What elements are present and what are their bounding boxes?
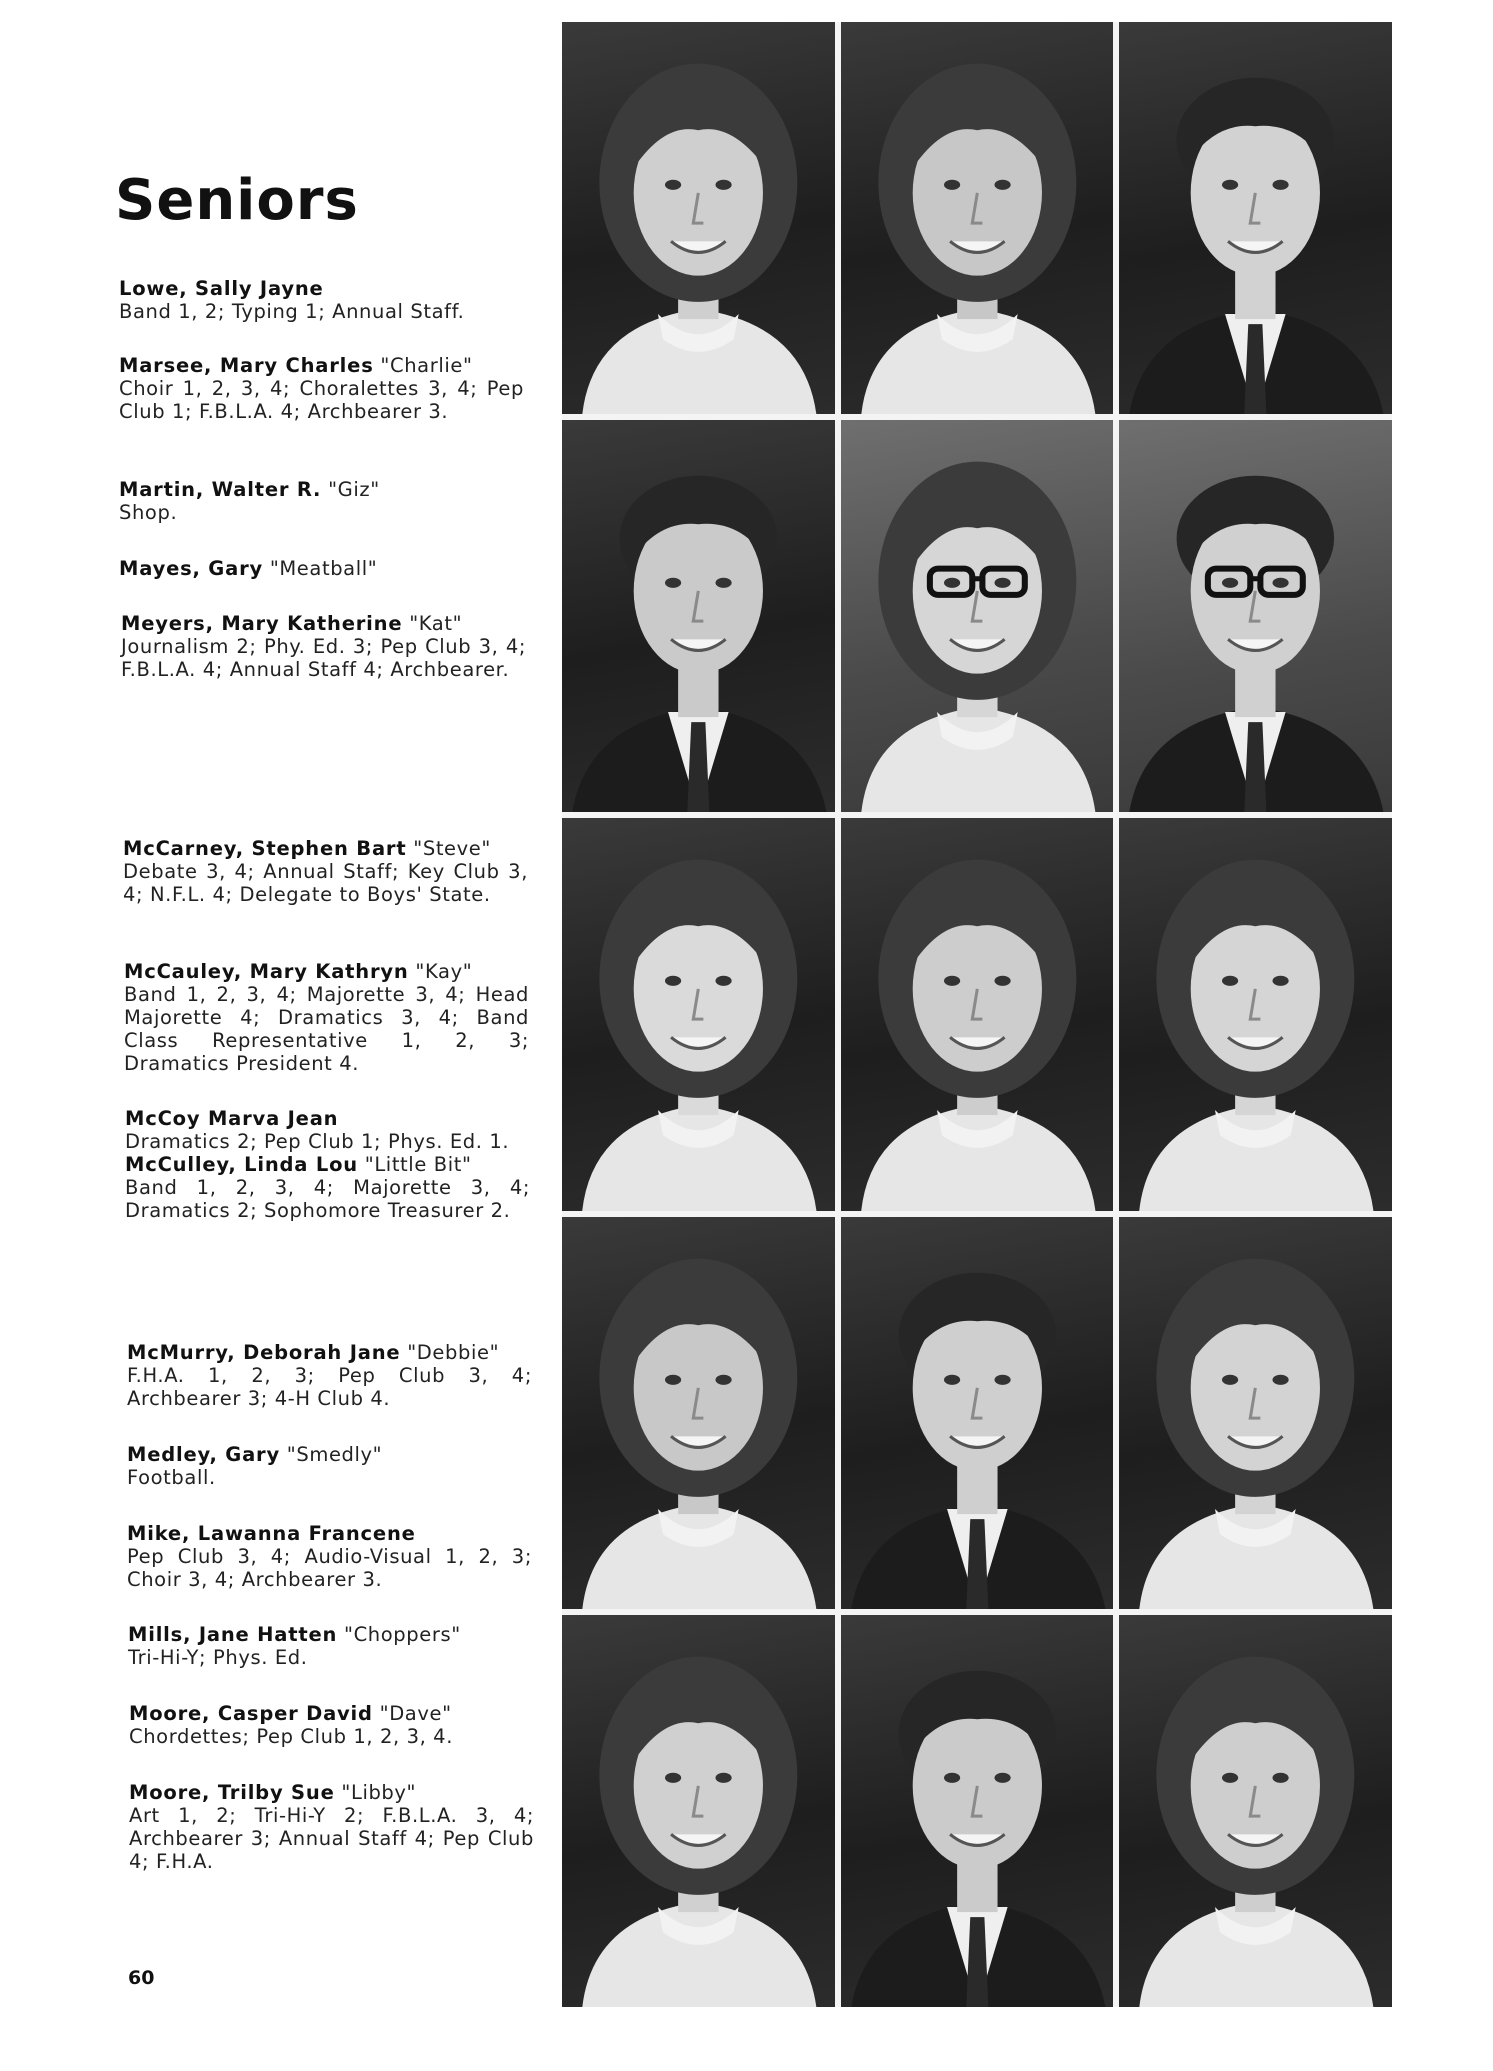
entry-activities: Band 1, 2, 3, 4; Majorette 3, 4; Head Majorette 4; Dramatics 3, 4; Band Class Representative 1, 2, 3; Dramatics President 4. (124, 983, 529, 1075)
page-number: 60 (128, 1967, 155, 1989)
entry (123, 837, 528, 906)
portrait-photo (841, 1615, 1114, 2007)
entry (125, 1107, 530, 1153)
entry-name: Meyers, Mary Katherine (121, 612, 403, 635)
entry-name: McCarney, Stephen Bart (123, 837, 407, 860)
portrait-photo (562, 420, 835, 812)
entry-nickname: "Meatball" (269, 557, 378, 580)
entry-nickname: "Steve" (413, 837, 491, 860)
entry-activities: Choir 1, 2, 3, 4; Choralettes 3, 4; Pep Club 1; F.B.L.A. 4; Archbearer 3. (119, 377, 524, 423)
entry-name: Moore, Trilby Sue (129, 1781, 335, 1804)
entry-name: Mike, Lawanna Francene (127, 1522, 416, 1545)
portrait-photo (841, 420, 1114, 812)
entry-nickname: "Giz" (328, 478, 380, 501)
entry-name: Martin, Walter R. (119, 478, 322, 501)
entry-activities: Band 1, 2; Typing 1; Annual Staff. (119, 300, 465, 323)
entry-name: McCulley, Linda Lou (125, 1153, 358, 1176)
portrait-photo (562, 1217, 835, 1609)
portrait-photo (1119, 818, 1392, 1210)
entry-nickname: "Debbie" (407, 1341, 500, 1364)
entry-nickname: "Dave" (379, 1702, 452, 1725)
entry-nickname: "Libby" (341, 1781, 417, 1804)
entry (119, 478, 524, 524)
entry (127, 1341, 532, 1410)
entry (124, 960, 529, 1075)
entry-activities: Shop. (119, 501, 178, 524)
entry (128, 1623, 533, 1669)
portrait-photo (562, 22, 835, 414)
entry (119, 354, 524, 423)
entry-nickname: "Smedly" (286, 1443, 383, 1466)
portrait-photo (1119, 1217, 1392, 1609)
entry-activities: Pep Club 3, 4; Audio-Visual 1, 2, 3; Choir 3, 4; Archbearer 3. (127, 1545, 532, 1591)
entry-activities: Dramatics 2; Pep Club 1; Phys. Ed. 1. (125, 1130, 510, 1153)
portrait-photo (1119, 420, 1392, 812)
page-title: Seniors (115, 168, 359, 233)
portrait-grid (562, 22, 1392, 2007)
entry (129, 1781, 534, 1873)
entry-activities: Tri-Hi-Y; Phys. Ed. (128, 1646, 308, 1669)
entry (119, 557, 524, 580)
entry-name: Mills, Jane Hatten (128, 1623, 338, 1646)
entry-name: Mayes, Gary (119, 557, 263, 580)
entry-name: Medley, Gary (127, 1443, 280, 1466)
entry-name: McCoy Marva Jean (125, 1107, 339, 1130)
entry (129, 1702, 534, 1748)
entry-nickname: "Charlie" (380, 354, 473, 377)
entry-name: Moore, Casper David (129, 1702, 373, 1725)
portrait-photo (841, 1217, 1114, 1609)
portrait-photo (841, 818, 1114, 1210)
entry-activities: Band 1, 2, 3, 4; Majorette 3, 4; Dramatics 2; Sophomore Treasurer 2. (125, 1176, 530, 1222)
entry-activities: Journalism 2; Phy. Ed. 3; Pep Club 3, 4; F.B.L.A. 4; Annual Staff 4; Archbearer. (121, 635, 526, 681)
entry-nickname: "Little Bit" (364, 1153, 472, 1176)
entry-name: McMurry, Deborah Jane (127, 1341, 401, 1364)
portrait-photo (562, 1615, 835, 2007)
entry-nickname: "Choppers" (344, 1623, 461, 1646)
entry (127, 1522, 532, 1591)
entry-activities: Chordettes; Pep Club 1, 2, 3, 4. (129, 1725, 453, 1748)
portrait-photo (841, 22, 1114, 414)
entry-nickname: "Kat" (409, 612, 463, 635)
entry (119, 277, 524, 323)
entry (125, 1153, 530, 1222)
entry-name: McCauley, Mary Kathryn (124, 960, 409, 983)
entry-activities: Football. (127, 1466, 216, 1489)
entry (127, 1443, 532, 1489)
entry (121, 612, 526, 681)
portrait-photo (1119, 1615, 1392, 2007)
portrait-photo (1119, 22, 1392, 414)
entry-name: Marsee, Mary Charles (119, 354, 374, 377)
entry-nickname: "Kay" (415, 960, 473, 983)
entry-activities: F.H.A. 1, 2, 3; Pep Club 3, 4; Archbearer 3; 4-H Club 4. (127, 1364, 532, 1410)
portrait-photo (562, 818, 835, 1210)
entry-activities: Art 1, 2; Tri-Hi-Y 2; F.B.L.A. 3, 4; Archbearer 3; Annual Staff 4; Pep Club 4; F.H.A. (129, 1804, 534, 1873)
entry-activities: Debate 3, 4; Annual Staff; Key Club 3, 4; N.F.L. 4; Delegate to Boys' State. (123, 860, 528, 906)
entry-name: Lowe, Sally Jayne (119, 277, 324, 300)
